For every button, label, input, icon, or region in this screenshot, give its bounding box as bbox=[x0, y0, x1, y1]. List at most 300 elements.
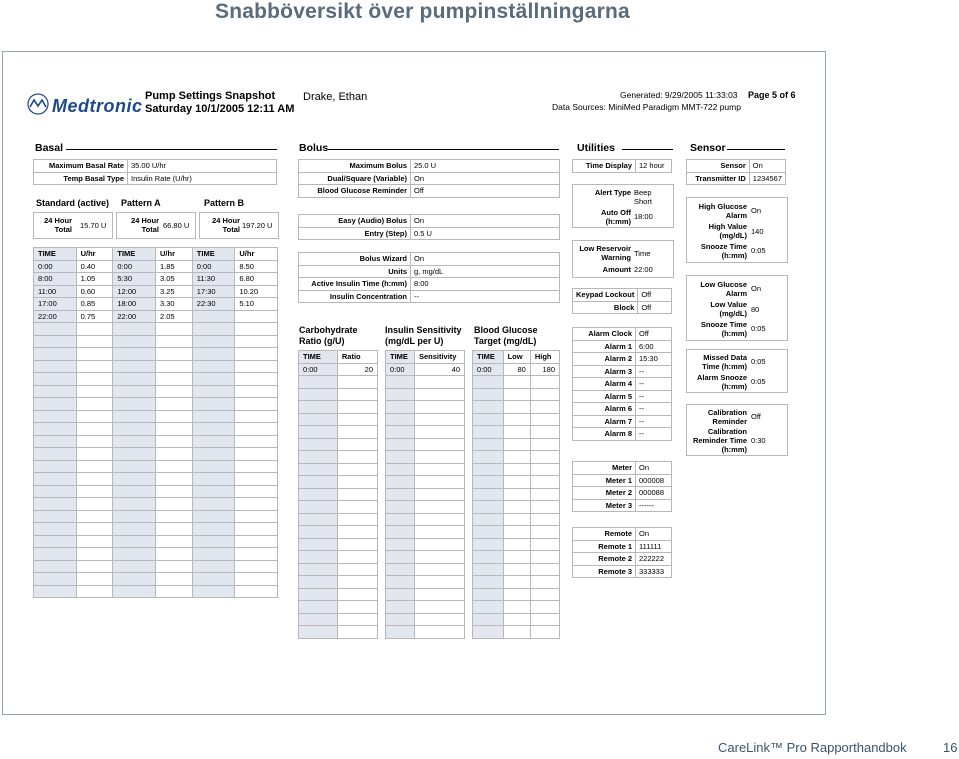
table-cell bbox=[386, 438, 415, 451]
table-cell bbox=[503, 626, 530, 639]
setting-row bbox=[573, 390, 672, 403]
basal-table bbox=[33, 247, 278, 598]
table-cell bbox=[386, 576, 415, 589]
table-cell bbox=[530, 613, 559, 626]
table-row bbox=[473, 463, 560, 476]
bolus-wizard-settings bbox=[298, 252, 560, 303]
low-glucose-alarm-value: On bbox=[751, 284, 762, 293]
time-cell bbox=[113, 385, 156, 398]
table-cell bbox=[530, 451, 559, 464]
table-row bbox=[473, 576, 560, 589]
time-cell bbox=[192, 573, 235, 586]
rate-cell bbox=[76, 560, 113, 573]
setting-label: Meter 1 bbox=[573, 474, 636, 487]
table-cell bbox=[414, 513, 464, 526]
table-cell bbox=[386, 476, 415, 489]
column-header: Ratio bbox=[337, 351, 377, 364]
table-cell bbox=[414, 476, 464, 489]
rate-cell: 0.40 bbox=[76, 260, 113, 273]
table-cell bbox=[503, 513, 530, 526]
setting-label: Meter bbox=[573, 462, 636, 475]
setting-row bbox=[573, 553, 672, 566]
table-row bbox=[299, 563, 378, 576]
time-cell: 22:00 bbox=[113, 310, 156, 323]
table-cell bbox=[414, 563, 464, 576]
table-row bbox=[34, 360, 278, 373]
table-row bbox=[299, 513, 378, 526]
table-cell bbox=[386, 413, 415, 426]
table-row bbox=[299, 551, 378, 564]
table-cell bbox=[473, 551, 504, 564]
table-cell bbox=[414, 588, 464, 601]
table-row bbox=[386, 438, 465, 451]
setting-value: -- bbox=[636, 403, 672, 416]
time-cell bbox=[192, 373, 235, 386]
setting-label: Alarm 5 bbox=[573, 390, 636, 403]
setting-label: Meter 3 bbox=[573, 499, 636, 512]
setting-label: Alarm 3 bbox=[573, 365, 636, 378]
setting-value: 111111 bbox=[636, 540, 672, 553]
temp-basal-label: Temp Basal Type bbox=[34, 172, 128, 185]
table-row bbox=[34, 423, 278, 436]
rate-cell bbox=[155, 498, 192, 511]
table-row bbox=[473, 426, 560, 439]
table-row bbox=[34, 585, 278, 598]
alert-settings bbox=[572, 184, 674, 228]
high-value-value: 140 bbox=[751, 227, 764, 236]
rate-cell bbox=[155, 523, 192, 536]
table-cell bbox=[386, 501, 415, 514]
time-cell bbox=[34, 448, 77, 461]
time-cell bbox=[192, 398, 235, 411]
table-row bbox=[34, 498, 278, 511]
rate-cell bbox=[76, 373, 113, 386]
table-row bbox=[473, 601, 560, 614]
insulin-conc-label: Insulin Concentration bbox=[299, 290, 411, 303]
setting-label: Remote 1 bbox=[573, 540, 636, 553]
table-row bbox=[386, 538, 465, 551]
pattern-a-total bbox=[116, 212, 196, 239]
time-cell bbox=[34, 323, 77, 336]
bg-target-title: Blood Glucose Target (mg/dL) bbox=[474, 325, 538, 346]
table-row bbox=[299, 476, 378, 489]
rate-cell bbox=[76, 335, 113, 348]
bg-target-table bbox=[472, 350, 560, 639]
table-row bbox=[34, 410, 278, 423]
table-row bbox=[473, 513, 560, 526]
calibration-time-value: 0:30 bbox=[751, 436, 766, 445]
table-cell bbox=[299, 601, 338, 614]
setting-row bbox=[573, 378, 672, 391]
rate-cell bbox=[155, 548, 192, 561]
time-display-setting bbox=[572, 159, 672, 173]
auto-off-label: Auto Off (h:mm) bbox=[601, 208, 631, 226]
time-cell bbox=[34, 473, 77, 486]
low-reservoir-value: Time bbox=[634, 249, 651, 258]
max-basal-value: 35.00 U/hr bbox=[128, 160, 277, 173]
high-glucose-alarm-label: High Glucose Alarm bbox=[698, 202, 747, 220]
time-cell bbox=[192, 585, 235, 598]
rate-cell bbox=[235, 448, 278, 461]
setting-row bbox=[573, 499, 672, 512]
rate-cell bbox=[235, 585, 278, 598]
table-row bbox=[34, 398, 278, 411]
table-cell bbox=[473, 538, 504, 551]
time-cell: 8:00 bbox=[34, 273, 77, 286]
total-label: 24 Hour Total bbox=[212, 216, 240, 234]
setting-label: Meter 2 bbox=[573, 487, 636, 500]
table-cell bbox=[337, 538, 377, 551]
table-row bbox=[386, 551, 465, 564]
rate-cell: 0.85 bbox=[76, 298, 113, 311]
table-cell bbox=[414, 626, 464, 639]
basal-rule bbox=[66, 149, 277, 150]
table-cell: 20 bbox=[337, 363, 377, 376]
rate-cell bbox=[76, 423, 113, 436]
table-cell bbox=[414, 576, 464, 589]
table-row bbox=[386, 363, 465, 376]
table-cell bbox=[473, 438, 504, 451]
logo-text: Medtronic bbox=[52, 96, 143, 116]
time-header: TIME bbox=[34, 248, 77, 261]
time-cell bbox=[113, 423, 156, 436]
table-cell bbox=[473, 613, 504, 626]
setting-row bbox=[573, 565, 672, 578]
transmitter-value: 1234567 bbox=[749, 172, 785, 185]
setting-value: On bbox=[636, 528, 672, 541]
table-cell bbox=[530, 601, 559, 614]
table-row bbox=[473, 538, 560, 551]
table-cell bbox=[414, 488, 464, 501]
table-cell bbox=[530, 513, 559, 526]
rate-cell bbox=[155, 510, 192, 523]
rate-cell bbox=[76, 573, 113, 586]
table-cell bbox=[337, 501, 377, 514]
generated-text: Generated: 9/29/2005 11:33:03 bbox=[620, 90, 738, 100]
dual-square-value: On bbox=[411, 172, 560, 185]
table-cell bbox=[414, 601, 464, 614]
remote-settings bbox=[572, 527, 672, 578]
table-cell bbox=[337, 376, 377, 389]
bg-reminder-value: Off bbox=[411, 185, 560, 198]
table-cell bbox=[473, 563, 504, 576]
table-cell bbox=[473, 426, 504, 439]
time-cell bbox=[192, 473, 235, 486]
table-cell bbox=[503, 438, 530, 451]
time-cell bbox=[192, 485, 235, 498]
table-cell bbox=[414, 438, 464, 451]
alarm-clock-settings bbox=[572, 327, 672, 441]
bolus-wizard-value: On bbox=[411, 253, 560, 266]
total-value: 66.80 U bbox=[163, 221, 190, 230]
rate-cell bbox=[235, 473, 278, 486]
table-cell bbox=[386, 588, 415, 601]
table-cell bbox=[473, 451, 504, 464]
rate-cell bbox=[155, 335, 192, 348]
table-row bbox=[473, 613, 560, 626]
table-cell bbox=[337, 451, 377, 464]
rate-cell bbox=[76, 385, 113, 398]
time-cell bbox=[34, 398, 77, 411]
sensor-value: On bbox=[749, 160, 785, 173]
active-insulin-value: 8:00 bbox=[411, 278, 560, 291]
table-row bbox=[34, 373, 278, 386]
rate-cell bbox=[155, 348, 192, 361]
rate-cell: 8.50 bbox=[235, 260, 278, 273]
table-row bbox=[386, 501, 465, 514]
setting-label: Alarm 6 bbox=[573, 403, 636, 416]
setting-row bbox=[573, 528, 672, 541]
high-glucose-settings bbox=[686, 197, 788, 263]
table-row bbox=[34, 285, 278, 298]
table-cell bbox=[503, 401, 530, 414]
calibration-reminder-label: Calibration Reminder bbox=[707, 408, 747, 426]
table-cell bbox=[299, 476, 338, 489]
time-cell bbox=[34, 348, 77, 361]
table-cell bbox=[530, 501, 559, 514]
missed-data-label: Missed Data Time (h:mm) bbox=[702, 353, 747, 371]
total-label: 24 Hour Total bbox=[131, 216, 159, 234]
total-value: 15.70 U bbox=[80, 221, 107, 230]
time-cell bbox=[192, 360, 235, 373]
table-cell bbox=[299, 413, 338, 426]
table-row bbox=[299, 413, 378, 426]
table-row bbox=[34, 535, 278, 548]
utilities-heading: Utilities bbox=[577, 142, 615, 154]
rate-cell bbox=[155, 535, 192, 548]
rate-cell bbox=[235, 548, 278, 561]
keypad-settings bbox=[572, 288, 672, 314]
table-row bbox=[386, 488, 465, 501]
sensor-basic-settings bbox=[686, 159, 786, 185]
rate-cell bbox=[76, 435, 113, 448]
table-cell: 0:00 bbox=[386, 363, 415, 376]
rate-cell bbox=[235, 560, 278, 573]
time-cell bbox=[113, 348, 156, 361]
table-cell bbox=[473, 413, 504, 426]
setting-row bbox=[573, 365, 672, 378]
block-value: Off bbox=[638, 301, 672, 314]
setting-value: ------ bbox=[636, 499, 672, 512]
table-row bbox=[386, 451, 465, 464]
table-cell bbox=[530, 426, 559, 439]
setting-row bbox=[573, 428, 672, 441]
pattern-standard-name: Standard (active) bbox=[36, 198, 110, 208]
snooze-time-label: Snooze Time (h:mm) bbox=[700, 242, 747, 260]
table-cell bbox=[299, 538, 338, 551]
rate-cell bbox=[235, 360, 278, 373]
rate-cell bbox=[76, 548, 113, 561]
table-row bbox=[34, 548, 278, 561]
rate-cell bbox=[235, 510, 278, 523]
easy-bolus-label: Easy (Audio) Bolus bbox=[299, 215, 411, 228]
setting-row bbox=[573, 487, 672, 500]
total-label: 24 Hour Total bbox=[44, 216, 72, 234]
utilities-rule bbox=[622, 149, 673, 150]
table-cell bbox=[414, 376, 464, 389]
time-cell bbox=[113, 360, 156, 373]
rate-cell bbox=[155, 323, 192, 336]
rate-cell: 0.75 bbox=[76, 310, 113, 323]
rate-cell bbox=[235, 435, 278, 448]
table-cell bbox=[337, 526, 377, 539]
table-cell bbox=[386, 513, 415, 526]
table-cell bbox=[299, 613, 338, 626]
table-row bbox=[473, 476, 560, 489]
bolus-heading: Bolus bbox=[299, 142, 329, 154]
units-label: Units bbox=[299, 265, 411, 278]
table-cell bbox=[473, 388, 504, 401]
missed-data-settings bbox=[686, 349, 788, 393]
table-row bbox=[473, 526, 560, 539]
rate-cell bbox=[155, 398, 192, 411]
rate-cell: 1.85 bbox=[155, 260, 192, 273]
column-header: High bbox=[530, 351, 559, 364]
table-row bbox=[34, 485, 278, 498]
setting-row bbox=[573, 403, 672, 416]
rate-cell bbox=[155, 573, 192, 586]
time-cell bbox=[192, 348, 235, 361]
table-cell bbox=[503, 538, 530, 551]
time-cell bbox=[34, 373, 77, 386]
table-row bbox=[34, 298, 278, 311]
table-cell bbox=[386, 538, 415, 551]
time-cell bbox=[34, 498, 77, 511]
table-row bbox=[386, 613, 465, 626]
block-label: Block bbox=[573, 301, 638, 314]
time-cell bbox=[34, 510, 77, 523]
table-cell bbox=[503, 376, 530, 389]
table-row bbox=[386, 513, 465, 526]
column-header: TIME bbox=[386, 351, 415, 364]
setting-label: Remote 2 bbox=[573, 553, 636, 566]
table-cell bbox=[299, 438, 338, 451]
rate-cell bbox=[155, 585, 192, 598]
rate-cell bbox=[235, 385, 278, 398]
table-cell bbox=[503, 476, 530, 489]
basal-settings bbox=[33, 159, 277, 185]
setting-row bbox=[573, 415, 672, 428]
time-cell bbox=[113, 373, 156, 386]
max-bolus-value: 25.0 U bbox=[411, 160, 560, 173]
alarm-snooze-value: 0:05 bbox=[751, 377, 766, 386]
table-cell bbox=[337, 488, 377, 501]
table-row bbox=[473, 451, 560, 464]
table-cell bbox=[530, 488, 559, 501]
table-cell bbox=[386, 451, 415, 464]
time-cell bbox=[113, 523, 156, 536]
rate-cell bbox=[155, 560, 192, 573]
time-cell: 0:00 bbox=[192, 260, 235, 273]
total-value: 197.20 U bbox=[242, 221, 273, 230]
time-cell bbox=[113, 510, 156, 523]
time-cell bbox=[192, 548, 235, 561]
table-cell bbox=[530, 438, 559, 451]
footer-page-number: 16 bbox=[943, 740, 958, 755]
table-cell bbox=[414, 401, 464, 414]
rate-cell: 3.30 bbox=[155, 298, 192, 311]
time-cell bbox=[34, 360, 77, 373]
table-cell bbox=[299, 451, 338, 464]
setting-value: On bbox=[636, 462, 672, 475]
pattern-standard-total bbox=[33, 212, 113, 239]
table-cell bbox=[503, 613, 530, 626]
table-row bbox=[34, 573, 278, 586]
table-cell bbox=[414, 463, 464, 476]
table-cell bbox=[337, 551, 377, 564]
table-cell bbox=[299, 526, 338, 539]
low-reservoir-label: Low Reservoir Warning bbox=[579, 244, 631, 262]
setting-label: Alarm 8 bbox=[573, 428, 636, 441]
setting-value: 6:00 bbox=[636, 340, 672, 353]
time-display-value: 12 hour bbox=[636, 160, 672, 173]
table-row bbox=[34, 560, 278, 573]
reservoir-settings bbox=[572, 240, 674, 278]
setting-row bbox=[573, 340, 672, 353]
rate-cell bbox=[155, 423, 192, 436]
setting-value: 15:30 bbox=[636, 353, 672, 366]
pattern-a-name: Pattern A bbox=[121, 198, 161, 208]
table-header-row bbox=[473, 351, 560, 364]
time-cell bbox=[192, 310, 235, 323]
table-cell bbox=[530, 376, 559, 389]
pattern-b-total bbox=[199, 212, 279, 239]
table-cell bbox=[386, 551, 415, 564]
table-row bbox=[386, 463, 465, 476]
table-row bbox=[299, 538, 378, 551]
rate-cell bbox=[76, 535, 113, 548]
table-row bbox=[473, 376, 560, 389]
time-cell bbox=[192, 460, 235, 473]
patient-name: Drake, Ethan bbox=[303, 91, 368, 103]
table-row bbox=[473, 626, 560, 639]
insulin-sensitivity-title: Insulin Sensitivity (mg/dL per U) bbox=[385, 325, 462, 346]
table-cell bbox=[337, 401, 377, 414]
entry-step-label: Entry (Step) bbox=[299, 227, 411, 240]
table-cell bbox=[530, 476, 559, 489]
table-cell bbox=[386, 626, 415, 639]
table-cell bbox=[530, 626, 559, 639]
table-row bbox=[473, 488, 560, 501]
table-cell bbox=[337, 388, 377, 401]
rate-cell bbox=[76, 398, 113, 411]
rate-cell bbox=[76, 485, 113, 498]
time-cell: 0:00 bbox=[34, 260, 77, 273]
time-display-label: Time Display bbox=[573, 160, 636, 173]
table-cell bbox=[530, 551, 559, 564]
time-cell bbox=[192, 385, 235, 398]
time-cell bbox=[113, 473, 156, 486]
rate-cell bbox=[76, 460, 113, 473]
setting-value: 000008 bbox=[636, 474, 672, 487]
time-header: TIME bbox=[113, 248, 156, 261]
rate-cell bbox=[235, 323, 278, 336]
table-row bbox=[34, 335, 278, 348]
table-cell bbox=[414, 426, 464, 439]
rate-header: U/hr bbox=[235, 248, 278, 261]
table-cell bbox=[503, 463, 530, 476]
rate-cell bbox=[76, 348, 113, 361]
table-cell bbox=[503, 601, 530, 614]
setting-label: Alarm Clock bbox=[573, 328, 636, 341]
rate-cell bbox=[235, 373, 278, 386]
calibration-reminder-value: Off bbox=[751, 412, 761, 421]
table-cell bbox=[473, 463, 504, 476]
table-header-row bbox=[299, 351, 378, 364]
table-cell bbox=[503, 488, 530, 501]
rate-cell bbox=[155, 485, 192, 498]
low-glucose-settings bbox=[686, 275, 788, 341]
